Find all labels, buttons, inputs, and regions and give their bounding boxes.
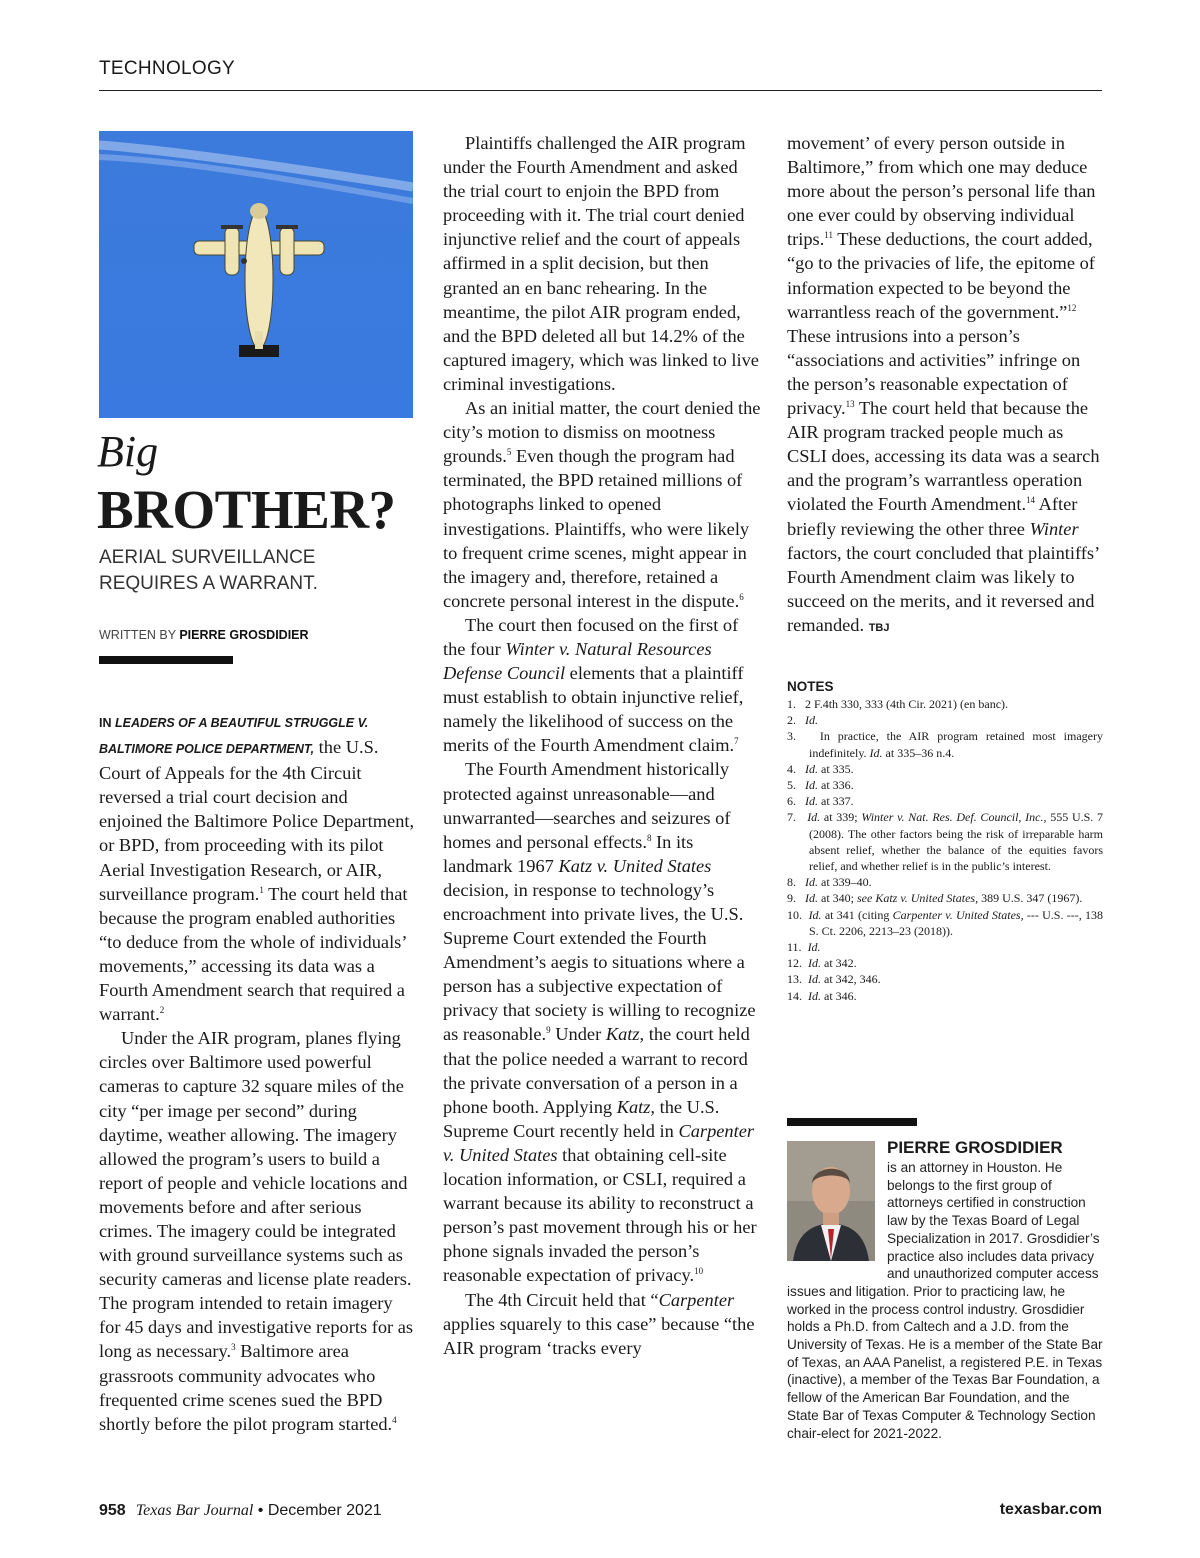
notes-list	[787, 696, 1103, 1004]
note-number: 11.	[787, 940, 808, 955]
note-item	[787, 955, 1103, 971]
note-item	[787, 971, 1103, 987]
paragraph-5-text: The court then focused on the first of the four	[443, 614, 739, 659]
footnote-ref: 2	[159, 1005, 165, 1015]
footnote-ref: 1	[259, 884, 264, 895]
byline	[99, 628, 309, 642]
paragraph-6-text-f: the U.S. Supreme Court recently held in	[443, 1096, 720, 1141]
headline-brother: BROTHER?	[97, 479, 396, 540]
note-id: Id.	[807, 810, 821, 825]
note-item	[787, 761, 1103, 777]
paragraph-6-text-d: Under	[550, 1024, 606, 1045]
paragraph-6-text-g: that obtaining cell-site location information, or CSLI, required a warrant because its ability to reconstruct a person’s past movement through his or her phone signals invaded the person’s reasonable expectation of privacy.	[443, 1144, 757, 1286]
note-case: Winter v. Nat. Res. Def. Council, Inc.,	[861, 810, 1047, 825]
note-item	[787, 777, 1103, 793]
paragraph-1-text: the U.S. Court of Appeals for the 4th Circuit reversed a trial court decision and enjoined the Baltimore Police Department, or BPD, from proceeding with its pilot Aerial Investigation Research, or AIR, surveillance program.	[99, 737, 415, 904]
notes-title: NOTES	[787, 679, 834, 694]
note-item	[787, 712, 1103, 728]
paragraph-4-text: As an initial matter, the court denied the city’s motion to dismiss on mootness grounds.	[443, 398, 761, 467]
note-text: 389 U.S. 347 (1967).	[978, 891, 1083, 906]
footnote-ref: 11	[824, 230, 833, 241]
note-item	[787, 809, 1103, 874]
deck-line-2: REQUIRES A WARRANT.	[99, 573, 318, 594]
paragraph-7-text-c: These deductions, the court added, “go to the privacies of life, the epitome of information expected to be beyond the warrantless reach of the government.”	[787, 229, 1095, 322]
note-text: at 341 (citing	[821, 907, 893, 922]
headline-big: Big	[97, 427, 159, 476]
note-id: Id.	[805, 778, 818, 793]
note-number: 4.	[787, 761, 805, 776]
note-text: at 339–40.	[818, 875, 872, 890]
note-item: 1. 2 F.4th 330, 333 (4th Cir. 2021) (en banc).	[787, 697, 1009, 711]
bio-name: PIERRE GROSDIDIER	[887, 1138, 1063, 1157]
note-item	[787, 988, 1103, 1004]
note-case: see Katz v. United States,	[857, 891, 979, 906]
note-item	[787, 793, 1103, 809]
note-text: at 339;	[820, 810, 862, 825]
paragraph-1	[99, 709, 415, 1026]
case-name: Katz v. United States	[558, 855, 712, 876]
case-name: Katz,	[605, 1024, 645, 1045]
paragraph-5	[443, 613, 761, 758]
paragraph-6	[443, 757, 761, 1287]
footnote-ref: 12	[1067, 302, 1077, 313]
note-case: Carpenter v. United States,	[892, 907, 1024, 922]
paragraph-7-text-e: The court held that because the AIR program tracked people much as CSLI does, accessing its data was a search and the program’s warrantless operation violated the Fourth Amendment.	[787, 398, 1100, 515]
paragraph-6-text-e: the court held that the police needed a warrant to record the private conversation of a person in a phone booth. Applying	[443, 1024, 750, 1117]
paragraph-7-text-f: After briefly reviewing the other three	[787, 494, 1078, 539]
note-number: 6.	[787, 794, 805, 809]
bio-text	[787, 1159, 1103, 1442]
article-column-3	[787, 131, 1103, 640]
article-column-2	[443, 131, 761, 1360]
paragraph-1-text-b: The court held that because the program enabled authorities “to deduce from the whole of individuals’ movements,” accessing its data was a Fourth Amendment search that required a warrant.	[99, 883, 408, 1025]
bio-photo-spacer	[787, 1159, 887, 1267]
footnote-ref: 5	[506, 447, 512, 458]
header-rule	[99, 90, 1102, 91]
note-text: at 335.	[818, 761, 854, 776]
note-id: Id.	[807, 940, 821, 955]
paragraph-7-continued-text: movement’ of every person outside in Baltimore,” from which one may deduce more about the person’s personal life than one ever could by observing individual trips.	[787, 133, 1096, 250]
note-id: Id.	[808, 972, 821, 987]
paragraph-7-text: The 4th Circuit held that “	[465, 1289, 659, 1310]
footnote-ref: 7	[734, 736, 739, 747]
footnote-ref: 9	[546, 1025, 551, 1036]
case-name: Winter	[1029, 518, 1079, 539]
page-number: 958	[99, 1502, 126, 1519]
paragraph-6-text: The Fourth Amendment historically protected against unreasonable—and unwarranted—searches and seizures of homes and personal effects.	[443, 759, 731, 852]
paragraph-5-text-b: elements that a plaintiff must establish to obtain injunctive relief, namely the likelihood of success on the merits of the Fourth Amendment claim.	[443, 663, 744, 756]
note-id: Id.	[869, 745, 883, 760]
deck-line-1: AERIAL SURVEILLANCE	[99, 547, 316, 568]
byline-prefix: WRITTEN BY	[99, 628, 176, 642]
paragraph-4-text-b: Even though the program had terminated, the BPD retained millions of photographs linked to opened investigations. Plaintiffs, who were likely to frequent crime scenes, might appear in the imagery and, therefore, retained a concrete personal interest in the dispute.	[443, 446, 750, 611]
paragraph-7-text-b: applies squarely to this case” because “the AIR program ‘tracks every	[443, 1313, 755, 1358]
footnote-ref: 10	[694, 1266, 704, 1277]
paragraph-2-text-b: Baltimore area grassroots community advocates who frequented crime scenes sued the BPD shortly before the pilot program started.	[99, 1341, 393, 1434]
footnote-ref: 8	[646, 832, 652, 843]
note-text: at 337.	[818, 794, 854, 809]
byline-bar	[99, 656, 233, 664]
note-number: 10.	[787, 907, 809, 922]
case-name: Carpenter	[658, 1289, 735, 1310]
end-mark: TBJ	[868, 621, 890, 634]
article-column-1	[99, 709, 415, 1436]
note-text: --- U.S. ---, 138 S. Ct. 2206, 2213–23 (2018)).	[809, 907, 1104, 938]
footer	[99, 1502, 382, 1520]
paragraph-6-text-c: decision, in response to technology’s encroachment into private lives, the U.S. Supreme Court extended the Fourth Amendment’s aegis to situations where a person has a subjective expectation of privacy that society is willing to recognize as reasonable.	[443, 879, 756, 1045]
issue-date: December 2021	[267, 1502, 382, 1519]
footer-separator: •	[253, 1502, 268, 1519]
paragraph-7-continued	[787, 131, 1103, 640]
paragraph-2	[99, 1026, 415, 1436]
note-item	[787, 907, 1103, 939]
note-number: 7.	[787, 810, 808, 825]
note-text: at 336.	[818, 778, 854, 793]
note-text: at 335–36 n.4.	[882, 745, 955, 760]
paragraph-7	[443, 1288, 761, 1360]
note-number: 2.	[787, 713, 805, 728]
footnote-ref: 6	[739, 591, 744, 602]
note-text: 555 U.S. 7 (2008). The other factors being the risk of irreparable harm absent relief, whether the balance of the equities favors relief, and whether relief is in the public’s interest.	[809, 810, 1104, 874]
journal-name: Texas Bar Journal	[135, 1502, 254, 1519]
note-item	[787, 890, 1103, 906]
case-name: Katz,	[616, 1096, 656, 1117]
note-text: at 342, 346.	[821, 972, 881, 987]
note-id: Id.	[808, 907, 822, 922]
note-id: Id.	[808, 988, 821, 1003]
section-label: TECHNOLOGY	[99, 58, 236, 79]
lead-in-case: LEADERS OF A BEAUTIFUL STRUGGLE V. BALTIMORE POLICE DEPARTMENT,	[99, 716, 369, 757]
note-number: 5.	[787, 778, 805, 793]
paragraph-2-text: Under the AIR program, planes flying circles over Baltimore used powerful cameras to capture 32 square miles of the city “per image per second” during daytime, weather allowing. The imagery allowed the program’s users to build a report of people and vehicle locations and movements before and after serious crimes. The imagery could be integrated with ground surveillance systems such as security cameras and license plate readers. The program intended to retain imagery for 45 days and investigative reports for as long as necessary.	[99, 1028, 414, 1362]
note-text: at 342.	[821, 956, 857, 971]
note-text: at 340;	[818, 891, 857, 906]
paragraph-7-text-d: These intrusions into a person’s “associations and activities” infringe on the person’s reasonable expectation of privacy.	[787, 325, 1081, 419]
note-number: 13.	[787, 972, 808, 987]
note-id: Id.	[808, 956, 821, 971]
case-name: Winter v. Natural Resources Defense Council	[443, 638, 712, 684]
airplane-photo	[99, 131, 413, 418]
footnote-ref: 3	[231, 1342, 236, 1353]
note-text: 3. In practice, the AIR program retained most imagery indefinitely.	[787, 729, 1103, 760]
note-number: 14.	[787, 988, 808, 1003]
note-item	[787, 874, 1103, 890]
bio-body: is an attorney in Houston. He belongs to the first group of attorneys certified in construction law by the Texas Board of Legal Specialization in 2017. Grosdidier’s practice also includes data privacy and unauthorized computer access issues and litigation. Prior to practicing law, he worked in the process control industry. Grosdidier holds a Ph.D. from Caltech and a J.D. from the University of Texas. He is a member of the State Bar of Texas, an AAA Panelist, a registered P.E. in Texas (inactive), a member of the Texas Bar Foundation, a fellow of the American Bar Foundation, and the State Bar of Texas Computer & Technology Section chair-elect for 2021-2022.	[787, 1160, 1103, 1441]
footnote-ref: 14	[1026, 495, 1036, 506]
byline-author: PIERRE GROSDIDIER	[179, 628, 309, 642]
paragraph-6-text-b: In its landmark 1967	[443, 831, 694, 876]
note-number: 8.	[787, 875, 805, 890]
note-id: Id.	[805, 794, 818, 809]
paragraph-7-text-g: factors, the court concluded that plaintiffs’ Fourth Amendment claim was likely to succeed on the merits, and it reversed and remanded.	[787, 542, 1099, 635]
note-id: Id.	[805, 891, 818, 906]
bio-bar	[787, 1118, 917, 1126]
airplane-image	[99, 131, 413, 418]
paragraph-3: Plaintiffs challenged the AIR program under the Fourth Amendment and asked the trial court to enjoin the BPD from proceeding with it. The trial court denied injunctive relief and the court of appeals affirmed in a split decision, but then granted an en banc rehearing. In the meantime, the pilot AIR program ended, and the BPD deleted all but 14.2% of the captured imagery, which was linked to live criminal investigations.	[443, 133, 759, 394]
note-text: at 346.	[821, 988, 857, 1003]
note-id: Id.	[805, 713, 818, 728]
note-item	[787, 728, 1103, 760]
footnote-ref: 13	[845, 398, 855, 409]
note-item	[787, 939, 1103, 955]
paragraph-4	[443, 396, 761, 613]
footer-site-link[interactable]: texasbar.com	[999, 1501, 1102, 1518]
note-number: 12.	[787, 956, 808, 971]
note-id: Id.	[805, 761, 818, 776]
note-id: Id.	[805, 875, 818, 890]
case-name: Carpenter v. United States	[443, 1120, 755, 1165]
deck	[99, 545, 419, 597]
lead-in: IN	[99, 716, 115, 730]
footnote-ref: 4	[392, 1414, 397, 1425]
note-number: 9.	[787, 891, 805, 906]
